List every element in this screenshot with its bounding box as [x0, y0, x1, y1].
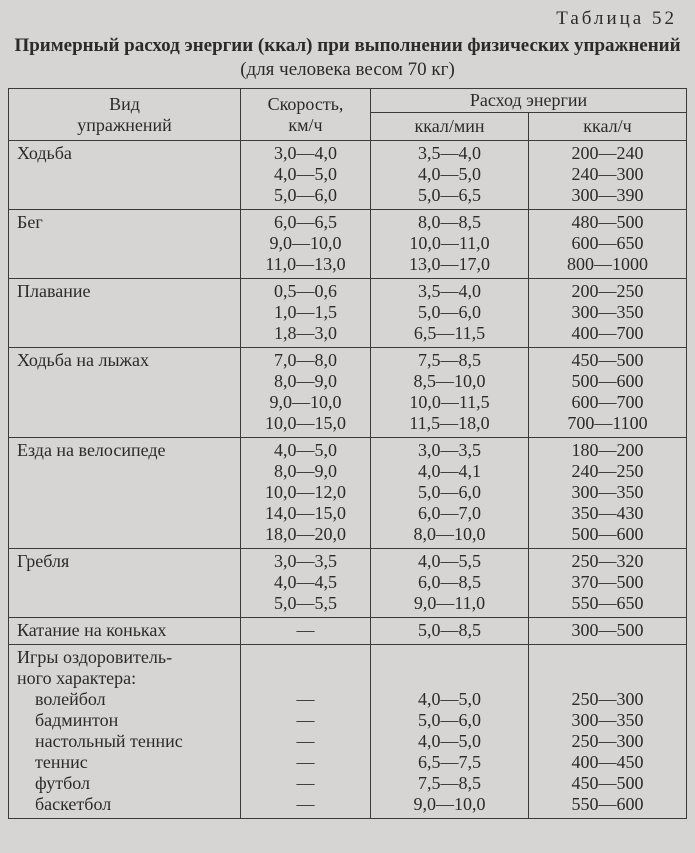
header-kcal-h: ккал/ч	[529, 113, 687, 141]
speed-cell: 6,0—6,5 9,0—10,0 11,0—13,0	[241, 210, 371, 279]
exercise-name: Катание на коньках	[9, 618, 241, 645]
kcal-h-cell: 180—200 240—250 300—350 350—430 500—600	[529, 438, 687, 549]
kcal-min-cell: 3,5—4,0 5,0—6,0 6,5—11,5	[371, 279, 529, 348]
table-row	[9, 348, 687, 438]
exercise-name: Гребля	[9, 549, 241, 618]
table-row	[9, 141, 687, 210]
table-row	[9, 279, 687, 348]
kcal-h-cell: 300—500	[529, 618, 687, 645]
kcal-h-cell: 200—240 240—300 300—390	[529, 141, 687, 210]
kcal-min-cell: 3,0—3,5 4,0—4,1 5,0—6,0 6,0—7,0 8,0—10,0	[371, 438, 529, 549]
kcal-h-cell: 250—300 300—350 250—300 400—450 450—500 550—600	[529, 645, 687, 819]
speed-cell: 3,0—3,5 4,0—4,5 5,0—5,5	[241, 549, 371, 618]
exercise-name: Бег	[9, 210, 241, 279]
kcal-min-cell: 4,0—5,0 5,0—6,0 4,0—5,0 6,5—7,5 7,5—8,5 9,0—10,0	[371, 645, 529, 819]
header-exercise-type: Вид упражнений	[9, 89, 241, 141]
exercise-name: Игры оздоровитель- ного характера: волейбол бадминтон настольный теннис теннис футбол баскетбол	[9, 645, 241, 819]
table-row	[9, 438, 687, 549]
exercise-name: Ходьба	[9, 141, 241, 210]
exercise-name: Плавание	[9, 279, 241, 348]
kcal-h-cell: 450—500 500—600 600—700 700—1100	[529, 348, 687, 438]
kcal-min-cell: 4,0—5,5 6,0—8,5 9,0—11,0	[371, 549, 529, 618]
table-title: Примерный расход энергии (ккал) при выполнении физических упражнений	[14, 35, 681, 56]
kcal-h-cell: 480—500 600—650 800—1000	[529, 210, 687, 279]
table-row	[9, 210, 687, 279]
kcal-min-cell: 8,0—8,5 10,0—11,0 13,0—17,0	[371, 210, 529, 279]
table-subtitle: (для человека весом 70 кг)	[240, 59, 455, 80]
speed-cell: 0,5—0,6 1,0—1,5 1,8—3,0	[241, 279, 371, 348]
exercise-name: Езда на велосипеде	[9, 438, 241, 549]
speed-cell: —	[241, 618, 371, 645]
header-energy: Расход энергии	[371, 89, 687, 113]
table-body	[9, 141, 687, 819]
table-row	[9, 549, 687, 618]
exercise-name: Ходьба на лыжах	[9, 348, 241, 438]
kcal-min-cell: 5,0—8,5	[371, 618, 529, 645]
speed-cell: 4,0—5,0 8,0—9,0 10,0—12,0 14,0—15,0 18,0—20,0	[241, 438, 371, 549]
table-row	[9, 645, 687, 819]
speed-cell: — — — — — —	[241, 645, 371, 819]
energy-table	[8, 88, 687, 819]
kcal-h-cell: 250—320 370—500 550—650	[529, 549, 687, 618]
kcal-h-cell: 200—250 300—350 400—700	[529, 279, 687, 348]
kcal-min-cell: 7,5—8,5 8,5—10,0 10,0—11,5 11,5—18,0	[371, 348, 529, 438]
speed-cell: 7,0—8,0 8,0—9,0 9,0—10,0 10,0—15,0	[241, 348, 371, 438]
kcal-min-cell: 3,5—4,0 4,0—5,0 5,0—6,5	[371, 141, 529, 210]
header-kcal-min: ккал/мин	[371, 113, 529, 141]
table-row	[9, 618, 687, 645]
speed-cell: 3,0—4,0 4,0—5,0 5,0—6,0	[241, 141, 371, 210]
table-number: Таблица 52	[556, 8, 677, 29]
header-speed: Скорость, км/ч	[241, 89, 371, 141]
